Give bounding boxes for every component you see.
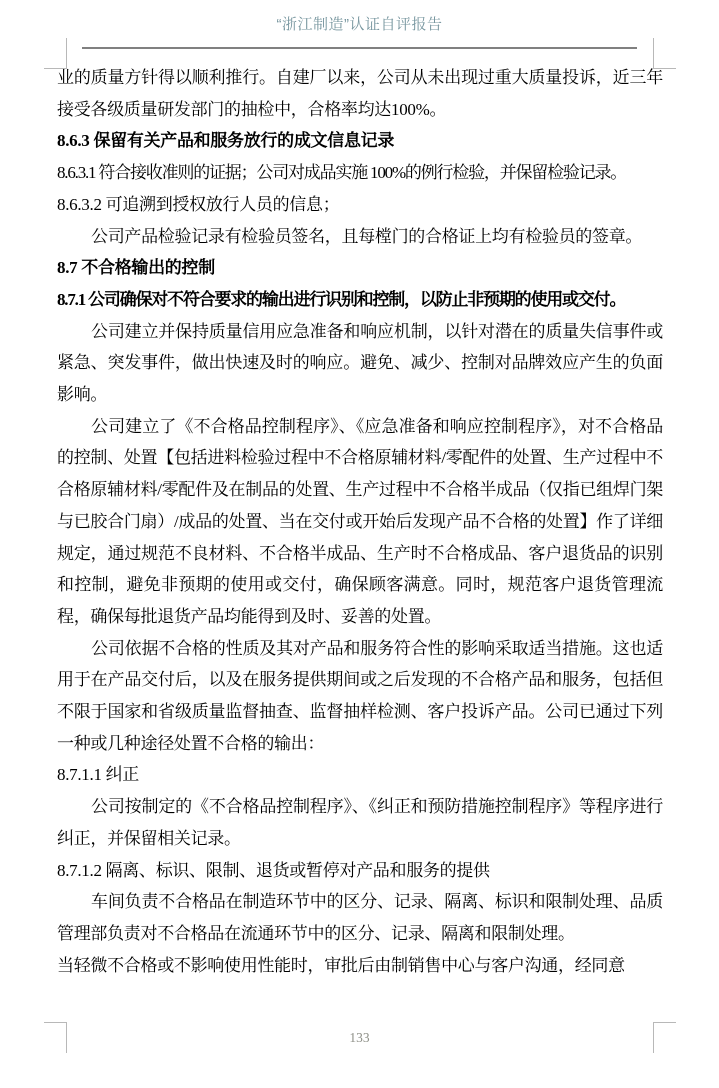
clause-8-7-1-2: 8.7.1.2 隔离、标识、限制、退货或暂停对产品和服务的提供	[57, 860, 490, 880]
heading-8-7: 8.7 不合格输出的控制	[57, 258, 215, 278]
clause-8-6-3-1: 8.6.3.1 符合接收准则的证据；公司对成品实施 100%的例行检验，并保留检验记录。	[57, 163, 627, 183]
page-header-title: “浙江制造”认证自评报告	[276, 16, 443, 33]
paragraph-segregation: 车间负责不合格品在制造环节中的区分、记录、隔离、标识和限制处理、品质管理部负责对不合格品在流通环节中的区分、记录、隔离和限制处理。	[57, 892, 663, 943]
heading-8-6-3: 8.6.3 保留有关产品和服务放行的成文信息记录	[57, 131, 395, 151]
paragraph-correction: 公司按制定的《不合格品控制程序》、《纠正和预防措施控制程序》等程序进行纠正，并保留相关记录。	[57, 797, 663, 848]
paragraph-emergency-response: 公司建立并保持质量信用应急准备和响应机制，以针对潜在的质量失信事件或紧急、突发事件，做出快速及时的响应。避免、减少、控制对品牌效应产生的负面影响。	[57, 321, 663, 405]
paragraph-measures: 公司依据不合格的性质及其对产品和服务符合性的影响采取适当措施。这也适用于在产品交付后，以及在服务提供期间或之后发现的不合格产品和服务，包括但不限于国家和省级质量监督抽查、监督抽样检测、客户投诉产品。公司已通过下列一种或几种途径处置不合格的输出：	[57, 638, 663, 753]
heading-8-7-1: 8.7.1 公司确保对不符合要求的输出进行识别和控制，以防止非预期的使用或交付。	[57, 289, 626, 309]
page-number: 133	[349, 1030, 370, 1045]
paragraph-inspection-records: 公司产品检验记录有检验员签名，且每樘门的合格证上均有检验员的签章。	[91, 226, 643, 246]
header-divider-rule	[82, 47, 637, 49]
clause-8-7-1-3: 当轻微不合格或不影响使用性能时，审批后由制销售中心与客户沟通，经同意	[57, 955, 625, 975]
clause-8-6-3-2: 8.6.3.2 可追溯到授权放行人员的信息；	[57, 194, 340, 214]
paragraph-nonconforming-control: 公司建立了《不合格品控制程序》、《应急准备和响应控制程序》，对不合格品的控制、处置【包括进料检验过程中不合格原辅材料/零配件的处置、生产过程中不合格原辅材料/零配件及在制品的处置、生产过程中不合格半成品（仅指已组焊门架与已胶合门扇）/成品的处置、当在交付或开始后发现产品不合格的处置】作了详细规定，通过规范不良材料、不合格半成品、生产时不合格成品、客户退货品的识别和控制，避免非预期的使用或交付，确保顾客满意。同时，规范客户退货管理流程，确保每批退货产品均能得到及时、妥善的处置。	[57, 416, 663, 626]
clause-8-7-1-1: 8.7.1.1 纠正	[57, 765, 140, 785]
document-body	[57, 62, 663, 981]
paragraph-continued: 业的质量方针得以顺利推行。自建厂以来，公司从未出现过重大质量投诉，近三年接受各级质量研发部门的抽检中，合格率均达100%。	[57, 68, 663, 119]
